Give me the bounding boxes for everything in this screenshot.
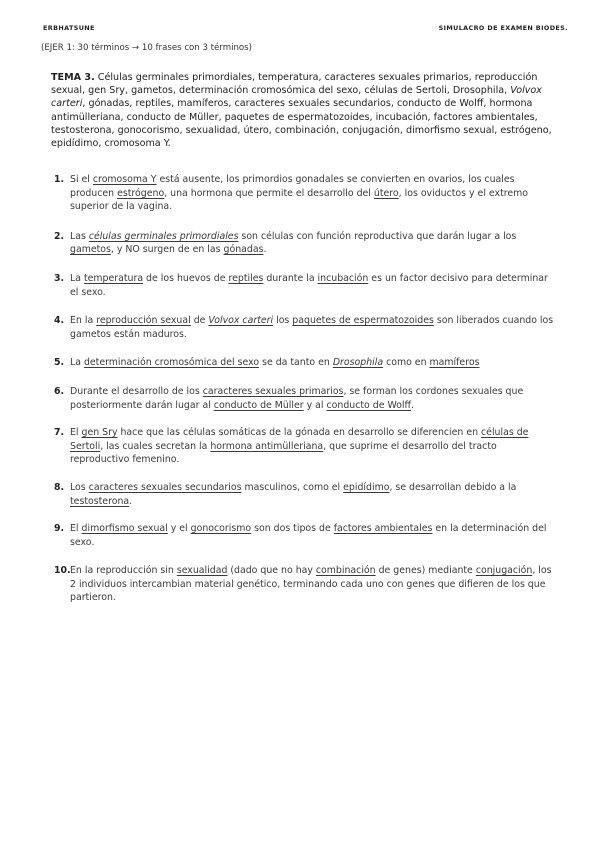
sentence-text: los: [273, 315, 293, 327]
underlined-term: células de Sertoli: [70, 427, 529, 452]
underlined-term: paquetes de espermatozoides: [292, 315, 434, 327]
sentence-text: se da tanto en: [259, 357, 333, 369]
question-number: 9.: [54, 523, 65, 535]
question-item: [54, 426, 554, 467]
underlined-term: hormona antimülleriana: [210, 440, 324, 452]
underlined-term: caracteres sexuales secundarios: [88, 481, 242, 493]
sentence-text: El: [70, 523, 82, 535]
sentence-text: En la: [70, 315, 97, 327]
underlined-term: Volvox carteri: [208, 315, 274, 327]
question-number: 4.: [54, 315, 65, 327]
question-list: [54, 173, 554, 605]
underlined-term: gonocorismo: [190, 523, 252, 535]
question-number: 5.: [54, 357, 65, 369]
sentence-text: son liberados cuando los gametos están maduros.: [70, 315, 554, 340]
sentence-text: (dado que no hay: [227, 565, 316, 577]
sentence-text: y al: [303, 399, 327, 411]
question-item: [54, 385, 554, 412]
sentence-text: de los huevos de: [143, 272, 229, 284]
underlined-term: reproducción sexual: [96, 315, 191, 327]
sentence-text: , los 2 individuos intercambian material genético, terminando cada uno con genes que difieren de los que partieron.: [70, 565, 552, 604]
sentence-text: En la reproducción sin: [70, 565, 177, 577]
question-number: 8.: [54, 481, 65, 493]
underlined-term: conducto de Müller: [213, 399, 304, 411]
underlined-term: gónadas: [223, 244, 264, 256]
sentence-text: masculinos, como el: [241, 481, 344, 493]
header-author: ERBHATSUNE: [43, 24, 95, 32]
underlined-term: factores ambientales: [333, 523, 433, 535]
underlined-term: reptiles: [228, 272, 264, 284]
question-item: [54, 272, 554, 299]
sentence-text: La: [70, 357, 84, 369]
tema-terms-part-a: Células germinales primordiales, temperatura, caracteres sexuales primarios, reproducción sexual, gen Sry, gametos, determinación cromosómica del sexo, células de Sertoli, Drosophila,: [51, 72, 538, 97]
underlined-term: conducto de Wolff: [326, 399, 411, 411]
tema-terms-italic: Volvox carteri: [51, 85, 542, 110]
question-item: [54, 173, 554, 214]
underlined-term: Drosophila: [332, 357, 384, 369]
sentence-text: es un factor decisivo para determinar el sexo.: [70, 272, 548, 298]
sentence-text: , se forman los cordones sexuales que posteriormente darán lugar al: [70, 385, 524, 411]
sentence-text: y el: [167, 523, 191, 535]
underlined-term: mamíferos: [429, 357, 480, 369]
underlined-term: dimorfismo sexual: [81, 523, 168, 535]
sentence-text: .: [263, 244, 267, 256]
question-number: 3.: [54, 272, 65, 284]
sentence-text: , una hormona que permite el desarrollo del: [164, 187, 374, 199]
sentence-text: , las cuales secretan la: [100, 440, 211, 452]
exercise-subtitle: (EJER 1: 30 términos → 10 frases con 3 términos): [41, 43, 253, 53]
sentence-text: como en: [383, 357, 430, 369]
tema-terms-paragraph: [51, 71, 556, 150]
question-item: [54, 356, 554, 370]
underlined-term: conjugación: [475, 565, 533, 577]
underlined-term: estrógeno: [117, 187, 165, 199]
sentence-text: son células con función reproductiva que darán lugar a los: [238, 230, 517, 242]
underlined-term: gen Sry: [81, 427, 118, 439]
sentence-text: , los oviductos y el extremo superior de la vagina.: [70, 187, 529, 213]
underlined-term: útero: [373, 187, 399, 199]
sentence-text: Los: [70, 481, 89, 493]
tema-label: TEMA 3.: [51, 72, 95, 83]
question-item: [54, 481, 554, 508]
sentence-text: Si el: [70, 174, 93, 185]
underlined-term: incubación: [317, 272, 369, 284]
sentence-text: son dos tipos de: [251, 523, 334, 535]
question-item: [54, 230, 554, 257]
underlined-term: epidídimo: [343, 481, 390, 493]
question-item: [54, 564, 554, 605]
sentence-text: .: [129, 495, 133, 507]
sentence-text: , se desarrollan debido a la: [389, 481, 517, 493]
sentence-text: .: [410, 399, 414, 411]
sentence-text: en la determinación del sexo.: [70, 523, 547, 548]
underlined-term: gametos: [70, 244, 111, 256]
sentence-text: La: [70, 272, 84, 284]
question-item: [54, 314, 554, 341]
underlined-term: testosterona: [70, 495, 130, 507]
sentence-text: El: [70, 427, 82, 439]
underlined-term: células germinales primordiales: [88, 230, 239, 242]
question-number: 10.: [54, 565, 71, 577]
tema-terms-part-b: , gónadas, reptiles, mamíferos, caracteres sexuales secundarios, conducto de Wolff, hormona antimülleriana, conducto de Müller, paquetes de espermatozoides, incubación, factores ambientales, testosterona, gonocorismo, sexualidad, útero, combinación, conjugación, dimorfismo sexual, estrógeno, epidídimo, cromosoma Y.: [51, 98, 552, 150]
sentence-text: hace que las células somáticas de la gónada en desarrollo se diferencien en: [117, 427, 482, 439]
question-number: 1.: [54, 174, 65, 185]
sentence-text: , y NO surgen de en las: [110, 244, 224, 256]
underlined-term: determinación cromosómica del sexo: [83, 357, 260, 369]
sentence-text: está ausente, los primordios gonadales se convierten en ovarios, los cuales producen: [70, 174, 515, 199]
underlined-term: combinación: [315, 565, 376, 577]
underlined-term: sexualidad: [176, 565, 228, 577]
question-number: 6.: [54, 385, 65, 397]
sentence-text: Las: [70, 230, 89, 242]
question-number: 2.: [54, 230, 65, 242]
question-item: [54, 522, 554, 549]
sentence-text: , que suprime el desarrollo del tracto reproductivo femenino.: [70, 440, 497, 466]
underlined-term: temperatura: [83, 272, 144, 284]
underlined-term: cromosoma Y: [92, 174, 157, 185]
question-number: 7.: [54, 427, 65, 439]
header-title: SIMULACRO DE EXAMEN BIODES.: [438, 24, 568, 32]
sentence-text: Durante el desarrollo de los: [70, 385, 203, 397]
sentence-text: de: [190, 315, 209, 327]
sentence-text: de genes) mediante: [375, 565, 476, 577]
sentence-text: durante la: [263, 272, 318, 284]
underlined-term: caracteres sexuales primarios: [202, 385, 344, 397]
